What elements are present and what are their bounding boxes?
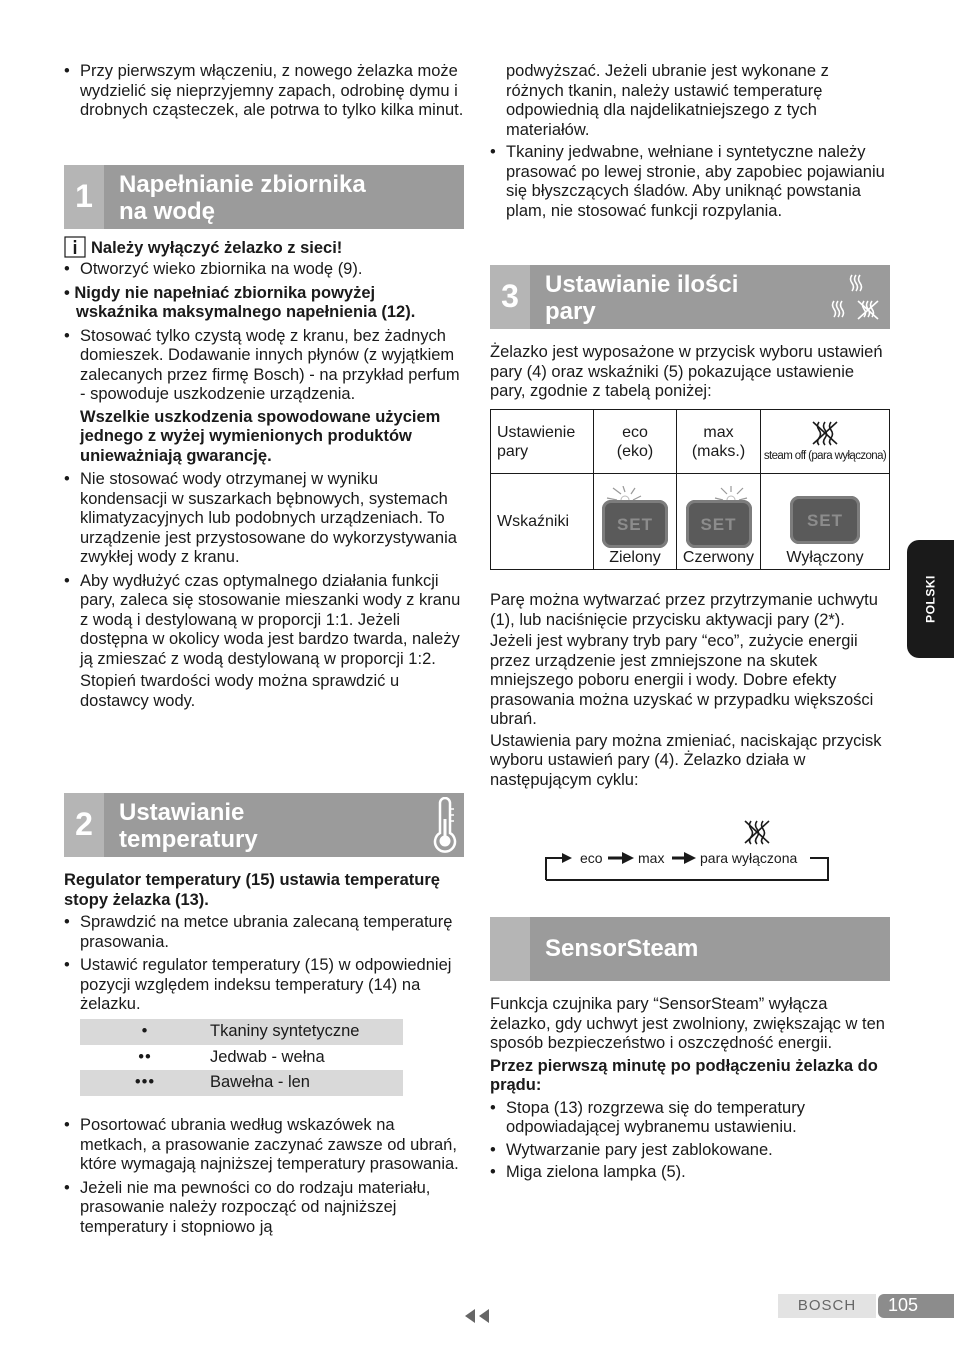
section-2-header: [64, 793, 464, 857]
section-2-number: 2: [64, 793, 104, 857]
s2-bold-intro: Regulator temperatury (15) ustawia temperaturę stopy żelazka (13).: [64, 871, 440, 909]
cycle-max: max: [638, 850, 665, 866]
sensorsteam-number-block: [490, 917, 530, 981]
section-3-header: [490, 265, 890, 329]
temperature-table: [80, 1019, 403, 1096]
section-1-number: 1: [64, 165, 104, 229]
section-1-body: [64, 236, 464, 711]
steam-row1-label: Ustawienie pary: [491, 410, 594, 474]
back-arrows-icon: [463, 1308, 491, 1324]
s2-bullet-4: • Jeżeli nie ma pewności co do rodzaju materiału, prasowanie należy rozpocząć od najniższej temperatury i stopniowo ją: [64, 1179, 464, 1238]
s3-para-1: Parę można wytwarzać przez przytrzymanie uchwytu (1), lub naciśnięcie przycisku aktywacji pary (2*).: [490, 591, 878, 629]
red-indicator-cell: [677, 474, 761, 570]
warning-row: [64, 236, 464, 258]
s1-note: Stopień twardości wody można sprawdzić u dostawcy wody.: [80, 672, 400, 710]
s1-list-a: [64, 260, 464, 280]
silk-list: [490, 143, 890, 221]
set-indicator-red: SET: [686, 500, 752, 548]
intro-bullet: • Przy pierwszym włączeniu, z nowego żelazka może wydzielić się nieprzyjemny zapach, odrobinę dymu i drobnych cząsteczek, ale potrwa to tylko kilka minut.: [64, 62, 464, 121]
s2-list-b: [64, 1116, 464, 1237]
temp-row-3: ••• Bawełna - len: [80, 1070, 403, 1096]
s1-bold-bullet: • Nigdy nie napełniać zbiornika powyżej wskaźnika maksymalnego napełnienia (12).: [64, 283, 416, 321]
s1-bullet-2: • Stosować tylko czystą wodę z kranu, bez żadnych domieszek. Dodawanie innych płynów (z wyjątkiem zalecanych przez firmę Bosch) - na przykład perfum - spowoduje uszkodzenie urządzenia.: [64, 327, 464, 405]
s3-paragraphs: [490, 591, 890, 790]
sensor-para: Funkcja czujnika pary “SensorSteam” wyłącza żelazko, gdy uchwyt jest zwolniony, zwiększając w ten sposób bezpieczeństwo i oszczędność energii.: [490, 995, 885, 1052]
steam-off-icon: [810, 419, 840, 447]
steam-settings-icon: [828, 271, 884, 323]
language-tab-label: POLSKI: [922, 575, 937, 623]
page-number: 105: [878, 1294, 954, 1318]
s1-list-b: [64, 327, 464, 405]
steam-cycle-diagram: [542, 816, 832, 884]
intro-list: [64, 62, 464, 121]
s2-bullet-2: • Ustawić regulator temperatury (15) w odpowiedniej pozycji względem indeksu temperatury (14) na żelazku.: [64, 956, 464, 1015]
s1-bold-note: Wszelkie uszkodzenia spowodowane użyciem jednego z wyżej wymienionych produktów unieważniają gwarancję.: [80, 407, 441, 465]
warning-text: Należy wyłączyć żelazko z sieci!: [91, 238, 343, 257]
steam-row-indicators: [491, 474, 890, 570]
off-indicator-cell: [761, 474, 890, 570]
s1-bullet-3: • Nie stosować wody otrzymanej w wyniku kondensacji w suszarkach bębnowych, systemach klimatyzacyjnych lub podobnych urządzeniach. To urządzenie jest przystosowane do wykorzystywania zwykłej wody z kranu.: [64, 470, 464, 568]
steam-row2-label: Wskaźniki: [491, 474, 594, 570]
off-label: Wyłączony: [786, 549, 864, 566]
s3-para-2: Jeżeli jest wybrany tryb pary “eco”, zużycie energii przez urządzenie jest zmniejszone na skutek mniejszego poboru energii i wody. Dobre efekty prasowania można uzyskać w przypadku większości ubrań.: [490, 632, 874, 728]
green-indicator-cell: [594, 474, 677, 570]
set-indicator-green: SET: [602, 500, 668, 548]
s2-bullet-3: • Posortować ubrania według wskazówek na metkach, a prasowanie zaczynać zawsze od ubrań, które wymagają najniższej temperatury prasowania.: [64, 1116, 464, 1175]
continued-text: podwyższać. Jeżeli ubranie jest wykonane z różnych tkanin, należy ustawić temperaturę odpowiednią dla najdelikatniejszego z tych materiałów.: [506, 62, 829, 139]
s2-bullet-1: • Sprawdzić na metce ubrania zalecaną temperaturę prasowania.: [64, 913, 464, 952]
temp-row-1: • Tkaniny syntetyczne: [80, 1019, 403, 1045]
s1-bullet-4: • Aby wydłużyć czas optymalnego działania funkcji pary, zaleca się stosowanie mieszanki wody z kranu z wodą i destylowaną w proporcji 1:1. Jeżeli dostępna w okolicy woda jest bardzo twarda, należy ją zmieszać z wodą destylowaną w proporcji 1:2.: [64, 572, 464, 670]
steam-table: [490, 409, 890, 570]
sensorsteam-title: SensorSteam: [545, 935, 699, 962]
cycle-eco: eco: [580, 850, 603, 866]
sensorsteam-body: [490, 995, 890, 1183]
section-3-number: 3: [490, 265, 530, 329]
set-indicator-off: SET: [790, 496, 860, 544]
temp-row-2: •• Jedwab - wełna: [138, 1047, 325, 1066]
thermometer-icon: [432, 797, 458, 853]
s3-para-3: Ustawienia pary można zmieniać, naciskając przycisk wyboru ustawień pary (4). Żelazko działa w następującym cyklu:: [490, 731, 882, 789]
sensor-bullet-1: • Stopa (13) rozgrzewa się do temperatury odpowiadającej wybranemu ustawieniu.: [490, 1099, 890, 1138]
section-3-title: Ustawianie ilości pary: [545, 271, 739, 325]
brand-label: BOSCH: [778, 1294, 876, 1318]
steam-off-cell: steam off (para wyłączona): [761, 410, 890, 474]
red-label: Czerwony: [682, 549, 755, 566]
s1-bullet-1: • Otworzyć wieko zbiornika na wodę (9).: [64, 260, 464, 280]
sensor-bold: Przez pierwszą minutę po podłączeniu żelazka do prądu:: [490, 1056, 878, 1094]
s1-list-c: [64, 470, 464, 669]
sensor-bullet-3: • Miga zielona lampka (5).: [490, 1163, 890, 1183]
steam-row-setting: [491, 410, 890, 474]
green-label: Zielony: [609, 549, 661, 566]
section-1-header: [64, 165, 464, 229]
max-cell: max (maks.): [677, 410, 761, 474]
sensorsteam-header: [490, 917, 890, 981]
section-2-title: Ustawianie temperatury: [119, 799, 258, 853]
silk-bullet: • Tkaniny jedwabne, wełniane i syntetyczne należy prasować po lewej stronie, aby zapobiec pojawianiu się błyszczących śladów. Aby uniknąć powstania plam, nie stosować funkcji rozpylania.: [490, 143, 890, 221]
steam-off-icon: [742, 818, 772, 846]
s3-intro: Żelazko jest wyposażone w przycisk wyboru ustawień pary (4) oraz wskaźniki (5) pokazujące ustawienie pary, zgodnie z tabelą poniżej:: [490, 343, 883, 400]
language-tab: [907, 540, 954, 658]
cycle-steam-off: para wyłączona: [700, 850, 798, 866]
info-icon: [64, 236, 86, 258]
sensor-list: [490, 1099, 890, 1183]
section-1-title: Napełnianie zbiornika na wodę: [119, 171, 366, 225]
s2-list-a: [64, 913, 464, 1015]
eco-cell: eco (eko): [594, 410, 677, 474]
sensor-bullet-2: • Wytwarzanie pary jest zablokowane.: [490, 1141, 890, 1161]
section-2-body: [64, 871, 464, 1015]
